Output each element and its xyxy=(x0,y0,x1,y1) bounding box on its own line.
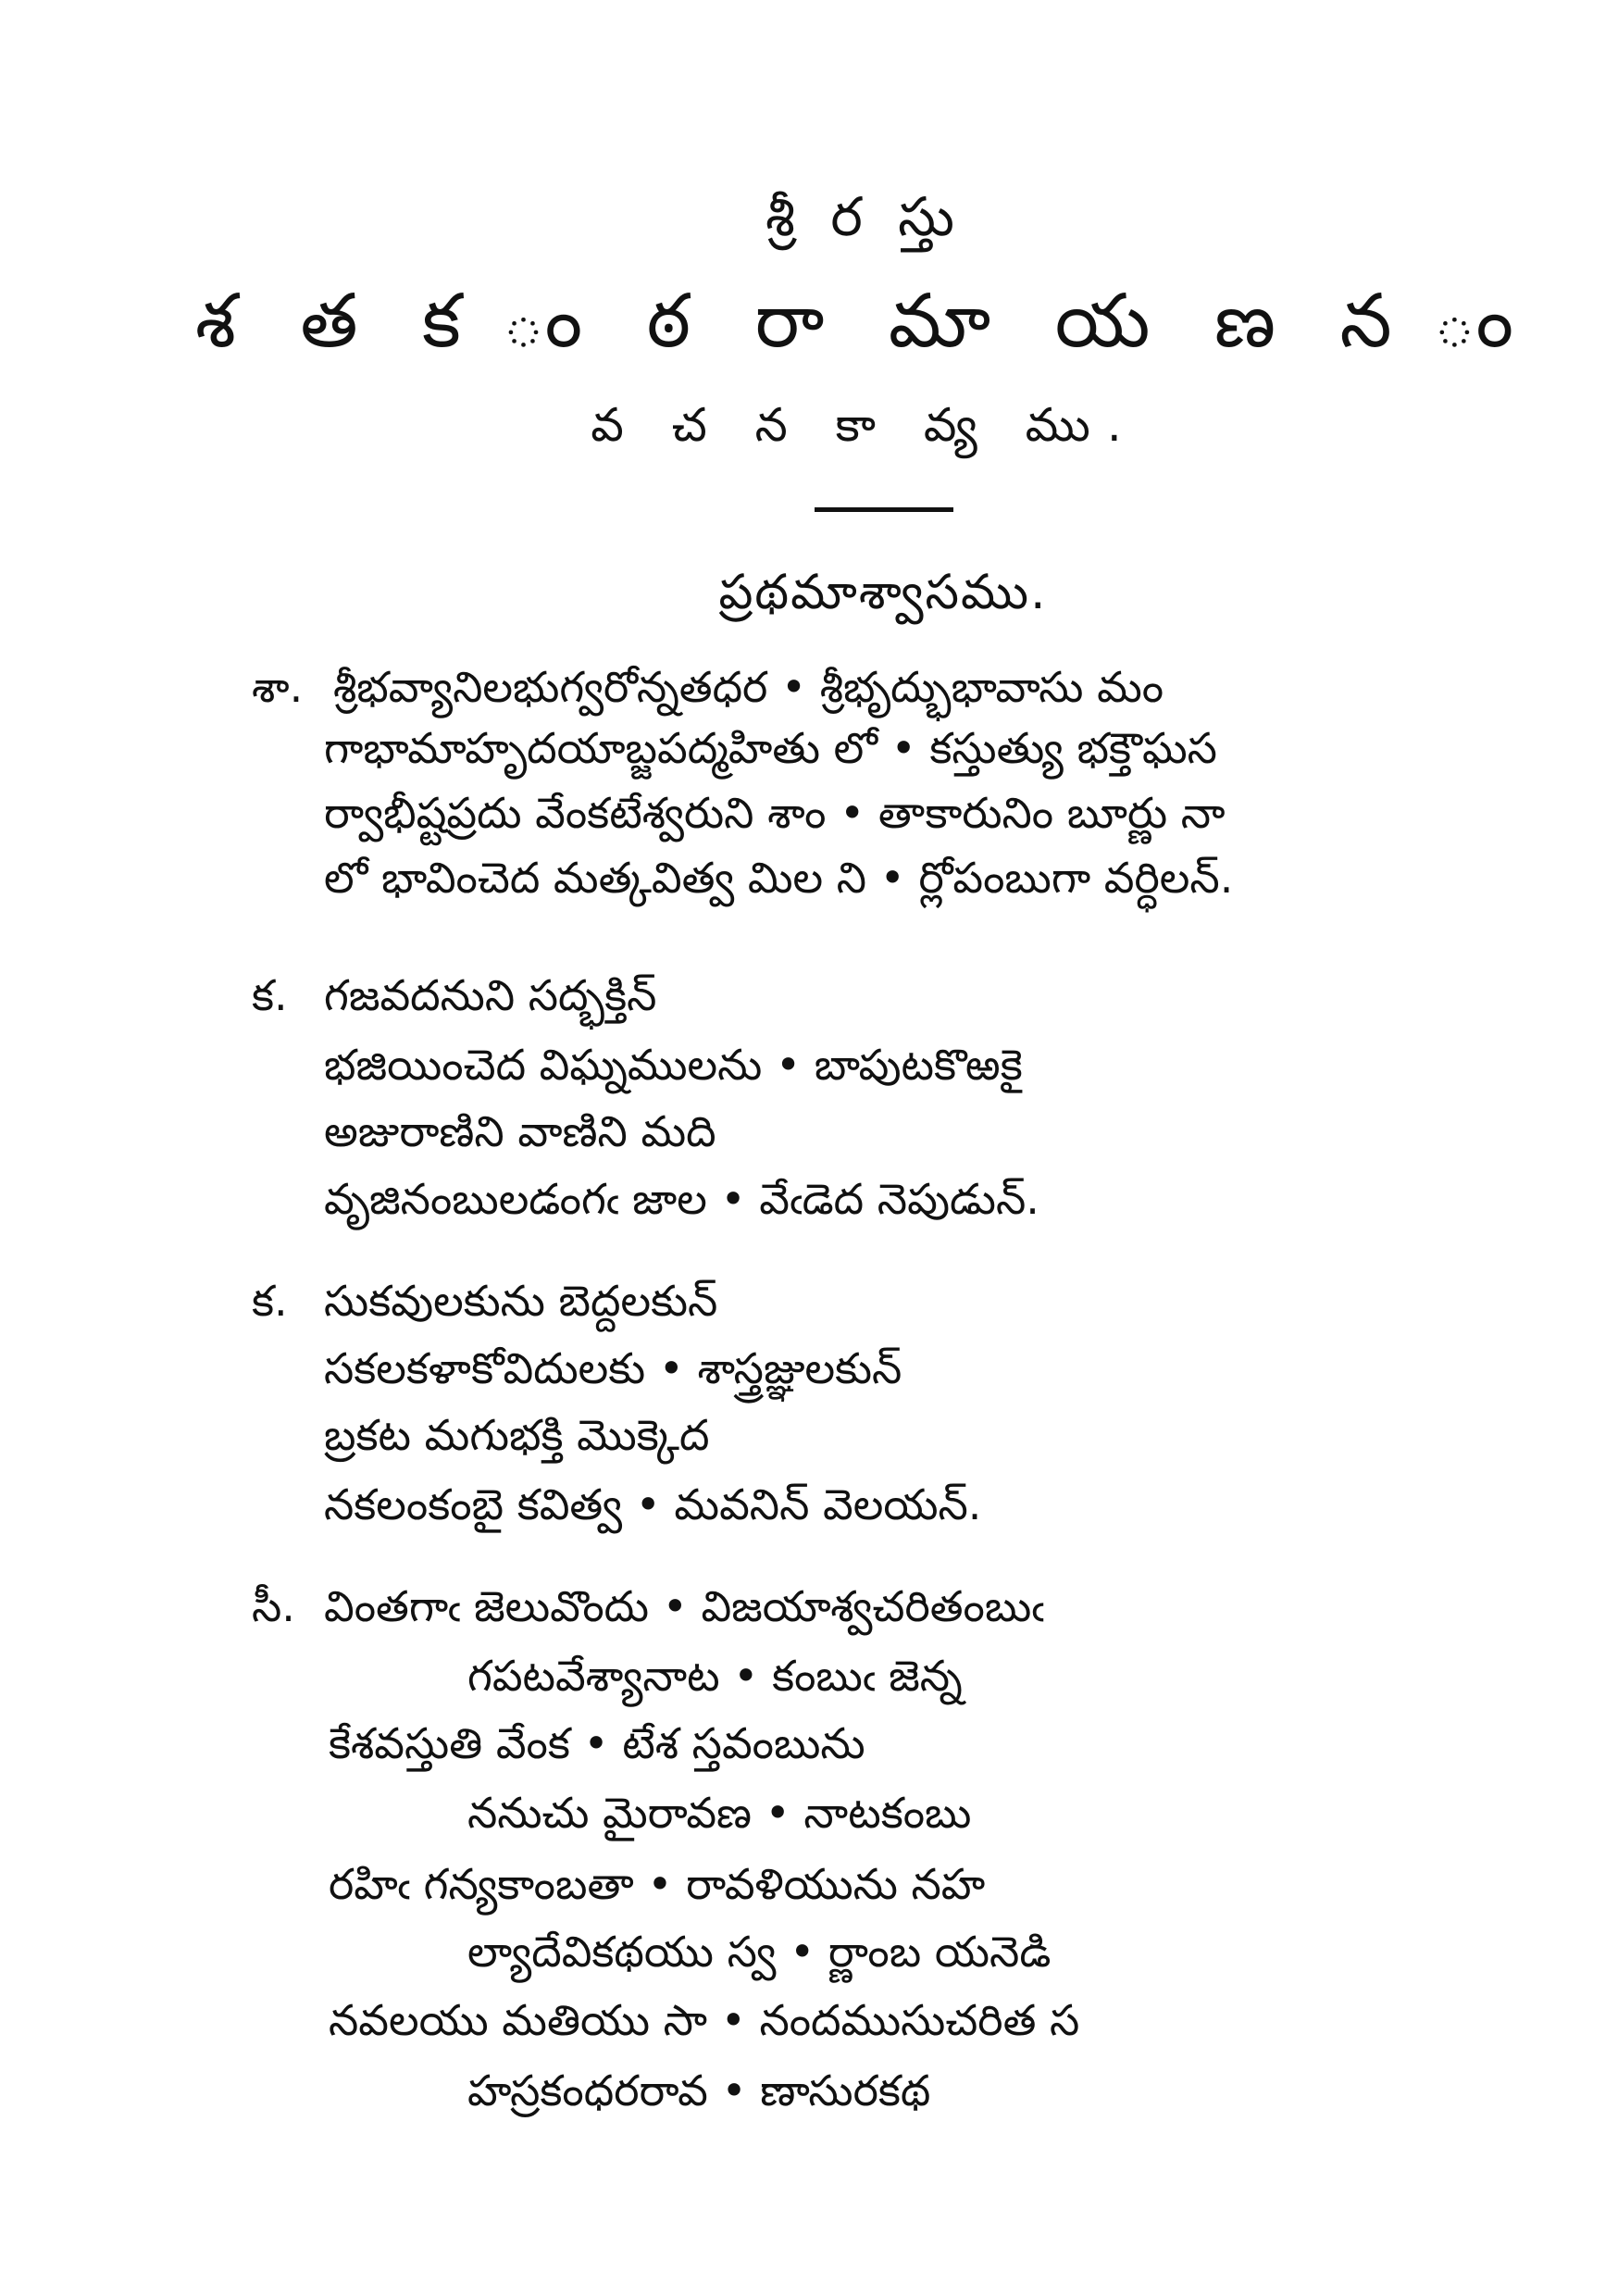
verse-line: గజవదనుని సద్భక్తిన్ xyxy=(324,970,657,1020)
verse-line: గాభామాహృదయాబ్జపద్మహితు లో • కస్తుత్యు భక్తౌఘస xyxy=(324,723,1217,773)
verse-label: శా. xyxy=(252,662,304,712)
verse-line: నవలయు మతియు సా • నందముసుచరిత స xyxy=(329,1995,1080,2045)
verse-line: అజురాణిని వాణిని మది xyxy=(324,1106,716,1156)
verse-label: క. xyxy=(252,970,288,1020)
verse-line: రహిఁ గన్యకాంబతా • రావళియును నహ xyxy=(329,1859,986,1909)
verse-line: ల్యాదేవికథయు స్వ • ర్ణాంబ యనెడి xyxy=(467,1927,1052,1977)
book-title: శ త క ం ఠ రా మా య ణ న ం xyxy=(194,278,1535,364)
verse-line: ర్వాభీష్టప్రదు వేంకటేశ్వరుని శాం • తాకారునిం బూర్ణు నా xyxy=(324,788,1226,838)
verse-line: హస్రకంధరరావ • ణాసురకథ xyxy=(467,2065,931,2115)
verse-line: వింతగాఁ జెలువొందు • విజయాశ్వచరితంబుఁ xyxy=(324,1581,1044,1631)
verse-line: నకలంకంబై కవిత్వ • మవనిన్ వెలయన్. xyxy=(324,1479,982,1529)
verse-line: భజియించెద విఘ్నములను • బాపుటకొఱకై xyxy=(324,1040,1023,1090)
verse-line: లో భావించెద మత్కవిత్వ మిల ని • ర్లోపంబుగా వర్ధిలన్. xyxy=(324,853,1234,903)
book-subtitle: వ చ న కా వ్య ము. xyxy=(591,398,1139,452)
verse-line: శ్రీభవ్యానిలభుగ్వరోన్నతధర • శ్రీభృద్భుభావాసు మం xyxy=(333,662,1164,712)
verse-label: సీ. xyxy=(252,1581,295,1631)
verse-line: వృజినంబులడంగఁ జాల • వేఁడెద నెపుడున్. xyxy=(324,1174,1039,1224)
chapter-heading: ప్రథమాశ్వాసము. xyxy=(718,565,1048,620)
verse-line: బ్రకట మగుభక్తి మొక్కెద xyxy=(324,1410,710,1460)
verse-line: ననుచు మైరావణ • నాటకంబు xyxy=(467,1788,972,1838)
verse-line: సుకవులకును బెద్దలకున్ xyxy=(324,1276,718,1326)
invocation-heading: శ్రీ ర స్తు xyxy=(765,185,964,248)
verse-line: సకలకళాకోవిదులకు • శాస్త్రజ్ఞులకున్ xyxy=(324,1343,902,1393)
divider-rule xyxy=(815,507,953,512)
verse-label: క. xyxy=(252,1276,288,1326)
verse-line: కేశవస్తుతి వేంక • టేశ స్తవంబును xyxy=(329,1718,865,1768)
verse-line: గపటవేశ్యానాట • కంబుఁ జెన్న xyxy=(467,1651,963,1701)
